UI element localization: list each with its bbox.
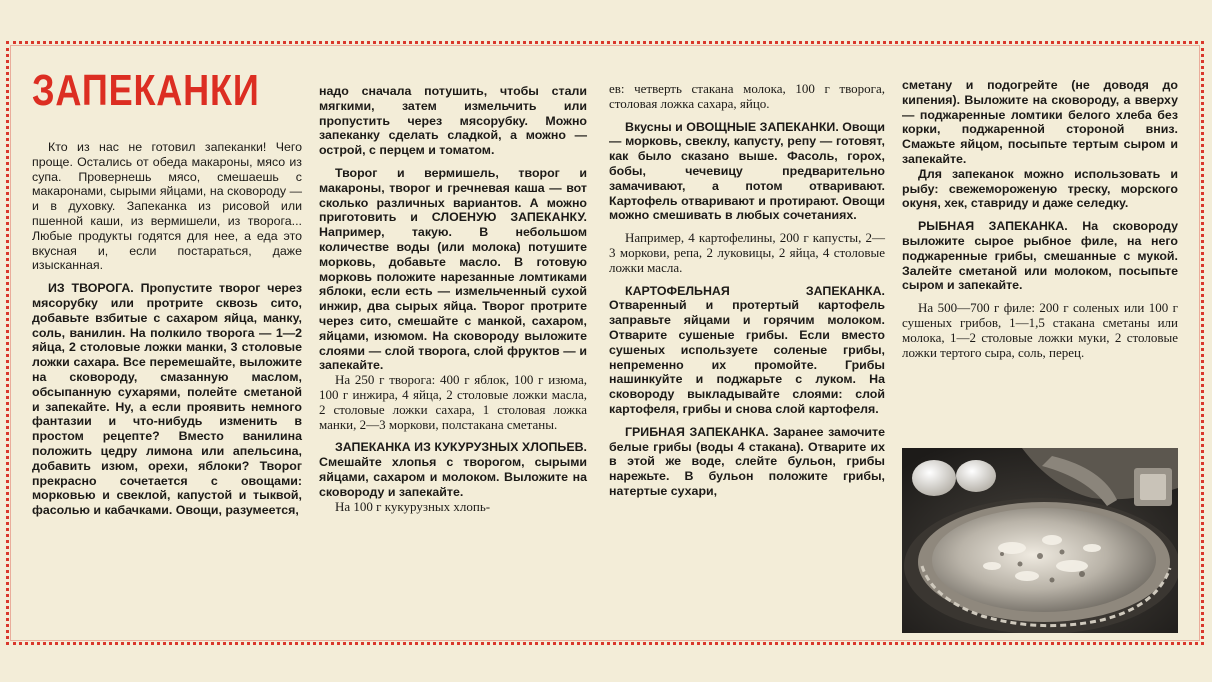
vegetable-casserole-ingredients: Например, 4 картофелины, 200 г капусты, 2—3 моркови, репа, 2 луковицы, 2 яйца, 4 столовые ложки масла. xyxy=(609,230,885,275)
layered-casserole-recipe: Творог и вермишель, творог и макароны, творог и гречневая каша — вот сколько различных вариантов. А можно приготовить и СЛОЕНУЮ ЗАПЕКАНКУ. Например, такую. В небольшом количестве воды (или молока) потушите морковь, добавьте масло. В готовую морковь положите нарезанные ломтиками яблоки, если есть — измельченный сухой инжир, два сырых яйца. Творог протрите через сито, смешайте с манкой, сахаром, яйцами, изюмом. На сковороду выложите слоями — слой творога, слой фруктов — и запекайте. xyxy=(319,165,587,373)
casserole-photo-image xyxy=(902,448,1178,633)
fish-casserole-ingredients: На 500—700 г филе: 200 г соленых или 100 г сушеных грибов, 1—1,5 стакана сметаны или молока, 1—2 столовые ложки муки, 2 столовые ложки тертого сыра, соль, перец. xyxy=(902,300,1178,360)
mushroom-casserole-recipe: ГРИБНАЯ ЗАПЕКАНКА. Заранее замочите белые грибы (воды 4 стакана). Отварите их в этой же воде, слейте бульон, грибы нарежьте. В бульон положите грибы, натертые сухари, xyxy=(609,424,885,498)
corn-flakes-recipe: ЗАПЕКАНКА ИЗ КУКУРУЗНЫХ ХЛОПЬЕВ. Смешайте хлопья с творогом, сырыми яйцами, сахаром и молоком. Выложите на сковороду и запекайте. xyxy=(319,440,587,499)
column-3 xyxy=(609,82,885,499)
cottage-cheese-recipe: ИЗ ТВОРОГА. Пропустите творог через мясорубку или протрите сквозь сито, добавьте взбитые с сахаром яйца, манку, соль, ванилин. На полкило творога — 1—2 яйца, 2 столовые ложки манки, 3 столовые ложки сахара. Все перемешайте, выложите на сковороду, смазанную маслом, обсыпанную сухарями, полейте сметаной и запекайте. Ну, а если проявить немного фантазии и что-нибудь изменить в простом рецепте? Вместо ванилина положить цедру лимона или апельсина, добавить изюм, орехи, яблоки? Творог прекрасно сочетается с овощами: морковью и свеклой, капустой и тыквой, фасолью и кабачками. Овощи, разумеется, xyxy=(32,281,302,518)
potato-casserole-recipe: КАРТОФЕЛЬНАЯ ЗАПЕКАНКА. Отваренный и протертый картофель заправьте яйцами и горячим молоком. Отварите сушеные грибы. Если вместо сушеных используете соленые грибы, непременно их промойте. Грибы нашинкуйте и поджарьте с луком. На сковороду выкладывайте слоями: слой картофеля, грибы и снова слой картофеля. xyxy=(609,283,885,416)
column-4 xyxy=(902,78,1178,360)
column-2 xyxy=(319,84,587,514)
fish-note: Для запеканок можно использовать и рыбу: свежемороженую треску, морского окуня, хек, ставриду и даже селедку. xyxy=(902,166,1178,211)
casserole-photo xyxy=(902,448,1178,633)
corn-flakes-ingredients-cont: ев: четверть стакана молока, 100 г творога, столовая ложка сахара, яйцо. xyxy=(609,81,885,111)
article-title: ЗАПЕКАНКИ xyxy=(32,66,260,115)
layered-casserole-ingredients: На 250 г творога: 400 г яблок, 100 г изюма, 100 г инжира, 4 яйца, 2 столовые ложки масла, 2 столовые ложки сахара, 1 столовая ложка манки, 2—3 моркови, полстакана сметаны. xyxy=(319,372,587,432)
vegetable-note: надо сначала потушить, чтобы стали мягкими, затем измельчить или пропустить через мясорубку. Можно запеканку сделать сладкой, а можно — острой, с перцем и томатом. xyxy=(319,84,587,158)
intro-paragraph: Кто из нас не готовил запеканки! Чего проще. Остались от обеда макароны, мясо из супа. Провернешь мясо, смешаешь с макаронами, сырыми яйцами, на сковороду — и в духовку. Запеканка из рисовой или пшенной каши, из вермишели, из творога... Любые продукты годятся для нее, а еда это вкусная и, если постараться, даже изысканная. xyxy=(32,140,302,273)
corn-flakes-ingredients: На 100 г кукурузных хлопь- xyxy=(335,498,491,514)
vegetable-casserole-recipe: Вкусны и ОВОЩНЫЕ ЗАПЕКАНКИ. Овощи — морковь, свеклу, капусту, репу — готовят, как было сказано выше. Фасоль, горох, бобы, чечевицу предварительно замачивают, а потом отваривают. Картофель отваривают и протирают. Овощи можно смешивать в любых сочетаниях. xyxy=(609,119,885,223)
column-1 xyxy=(32,140,302,518)
mushroom-casserole-cont: сметану и подогрейте (не доводя до кипения). Выложите на сковороду, а вверху — поджаренные ломтики белого хлеба без корки, поджаренной стороной вниз. Смажьте яйцом, посыпьте тертым сыром и запекайте. xyxy=(902,78,1178,166)
fish-casserole-recipe: РЫБНАЯ ЗАПЕКАНКА. На сковороду выложите сырое рыбное филе, на него поджаренные грибы, смешанные с мукой. Залейте сметаной или молоком, посыпьте сыром и запекайте. xyxy=(902,219,1178,293)
